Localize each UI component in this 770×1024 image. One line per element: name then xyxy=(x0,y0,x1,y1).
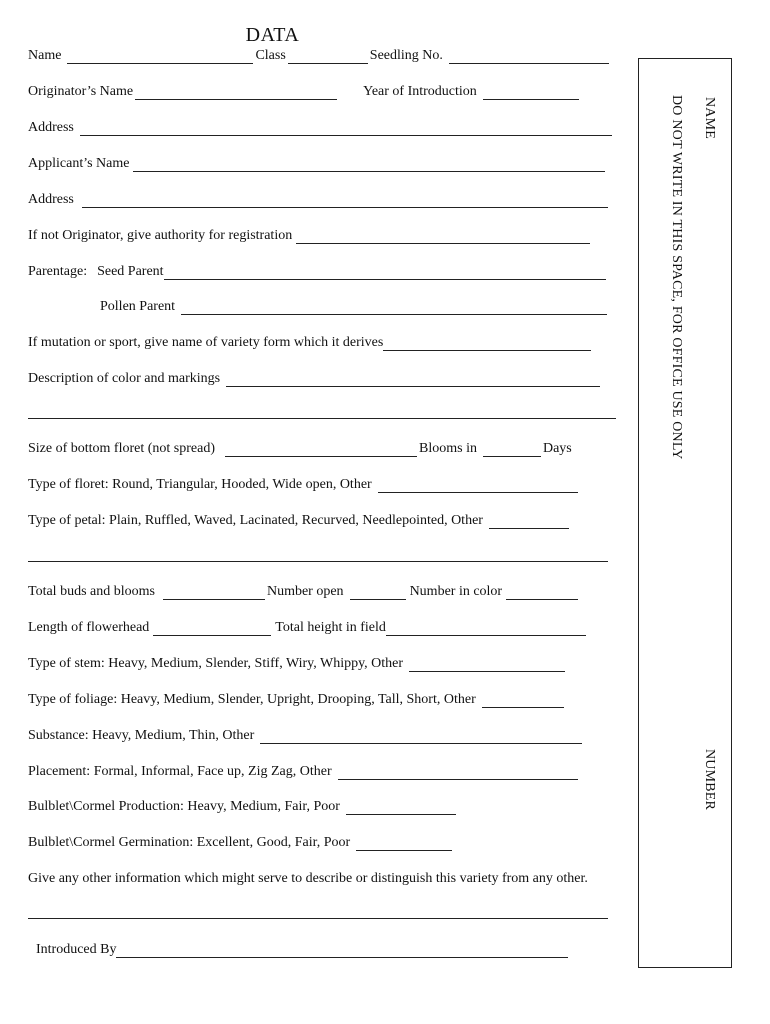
address2-row xyxy=(28,188,610,208)
description-row xyxy=(28,367,602,387)
introduced-by-field[interactable] xyxy=(116,943,568,958)
petal-type-field[interactable] xyxy=(489,514,569,529)
foliage-type-label: Type of foliage: Heavy, Medium, Slender, Upright, Drooping, Tall, Short, Other xyxy=(28,692,476,707)
stem-type-row xyxy=(28,652,567,672)
bulblet-production-label: Bulblet\Cormel Production: Heavy, Medium, Fair, Poor xyxy=(28,799,340,814)
floret-type-row xyxy=(28,473,580,493)
name-label: Name xyxy=(28,48,62,63)
office-use-box xyxy=(638,58,732,968)
number-color-label: Number in color xyxy=(409,584,503,599)
bulblet-germination-field[interactable] xyxy=(356,836,452,851)
address2-label: Address xyxy=(28,192,74,207)
originator-label: Originator’s Name xyxy=(28,84,134,99)
seed-parent-field[interactable] xyxy=(164,265,606,280)
pollen-parent-row xyxy=(100,295,609,315)
bulblet-germination-row xyxy=(28,831,454,851)
foliage-type-field[interactable] xyxy=(482,693,564,708)
name-field[interactable] xyxy=(67,49,253,64)
placement-field[interactable] xyxy=(338,765,578,780)
substance-field[interactable] xyxy=(260,729,582,744)
seed-parent-label: Seed Parent xyxy=(97,264,164,279)
length-row xyxy=(28,616,588,636)
authority-row xyxy=(28,224,592,244)
authority-field[interactable] xyxy=(296,229,590,244)
office-number-label: NUMBER xyxy=(702,749,717,811)
year-field[interactable] xyxy=(483,85,579,100)
introduced-by-label: Introduced By xyxy=(36,942,117,957)
number-open-field[interactable] xyxy=(350,585,406,600)
stem-type-field[interactable] xyxy=(409,657,565,672)
number-color-field[interactable] xyxy=(506,585,578,600)
address1-field[interactable] xyxy=(80,121,612,136)
foliage-type-row xyxy=(28,688,566,708)
petal-type-row xyxy=(28,509,571,529)
seed-parent-row xyxy=(28,260,608,280)
seedling-field[interactable] xyxy=(449,49,609,64)
year-label: Year of Introduction xyxy=(363,84,477,99)
originator-field[interactable] xyxy=(135,85,337,100)
substance-row xyxy=(28,724,584,744)
applicant-label: Applicant’s Name xyxy=(28,156,130,171)
floret-size-label: Size of bottom floret (not spread) xyxy=(28,441,216,456)
address1-label: Address xyxy=(28,120,74,135)
class-field[interactable] xyxy=(288,49,368,64)
address1-row xyxy=(28,116,614,136)
class-label: Class xyxy=(255,48,286,63)
floret-size-field[interactable] xyxy=(225,442,417,457)
form-title: DATA xyxy=(245,24,300,46)
blooms-in-field[interactable] xyxy=(483,442,541,457)
total-height-field[interactable] xyxy=(386,621,586,636)
mutation-row xyxy=(28,331,593,351)
pollen-parent-field[interactable] xyxy=(181,300,607,315)
parentage-label: Parentage: xyxy=(28,264,88,279)
office-notice: DO NOT WRITE IN THIS SPACE, FOR OFFICE USE ONLY xyxy=(669,95,684,460)
petal-continuation-line[interactable] xyxy=(28,561,608,562)
originator-row xyxy=(28,80,581,100)
days-label: Days xyxy=(542,441,572,456)
total-height-label: Total height in field xyxy=(275,620,386,635)
total-buds-label: Total buds and blooms xyxy=(28,584,155,599)
address2-field[interactable] xyxy=(82,193,608,208)
number-open-label: Number open xyxy=(266,584,344,599)
petal-type-label: Type of petal: Plain, Ruffled, Waved, Lacinated, Recurved, Needlepointed, Other xyxy=(28,513,483,528)
other-info-row xyxy=(28,867,588,887)
description-continuation-line[interactable] xyxy=(28,418,616,419)
bulblet-production-row xyxy=(28,795,458,815)
length-flowerhead-field[interactable] xyxy=(153,621,271,636)
mutation-label: If mutation or sport, give name of variety form which it derives xyxy=(28,335,384,350)
blooms-in-label: Blooms in xyxy=(419,441,477,456)
bulblet-production-field[interactable] xyxy=(346,800,456,815)
name-row xyxy=(28,44,611,64)
description-field[interactable] xyxy=(226,372,600,387)
floret-type-label: Type of floret: Round, Triangular, Hooded, Wide open, Other xyxy=(28,477,372,492)
seedling-label: Seedling No. xyxy=(369,48,443,63)
other-info-label: Give any other information which might serve to describe or distinguish this variety from any other. xyxy=(28,871,588,886)
introduced-by-row xyxy=(36,938,570,958)
applicant-field[interactable] xyxy=(133,157,605,172)
length-flowerhead-label: Length of flowerhead xyxy=(28,620,150,635)
floret-type-field[interactable] xyxy=(378,478,578,493)
other-info-line[interactable] xyxy=(28,918,608,919)
floret-size-row xyxy=(28,437,572,457)
pollen-parent-label: Pollen Parent xyxy=(100,299,176,314)
placement-row xyxy=(28,760,580,780)
stem-type-label: Type of stem: Heavy, Medium, Slender, Stiff, Wiry, Whippy, Other xyxy=(28,656,404,671)
description-label: Description of color and markings xyxy=(28,371,221,386)
office-name-label: NAME xyxy=(702,97,717,140)
applicant-row xyxy=(28,152,607,172)
bulblet-germination-label: Bulblet\Cormel Germination: Excellent, Good, Fair, Poor xyxy=(28,835,351,850)
mutation-field[interactable] xyxy=(383,336,591,351)
placement-label: Placement: Formal, Informal, Face up, Zig Zag, Other xyxy=(28,764,332,779)
total-buds-field[interactable] xyxy=(163,585,265,600)
authority-label: If not Originator, give authority for registration xyxy=(28,228,293,243)
substance-label: Substance: Heavy, Medium, Thin, Other xyxy=(28,728,255,743)
buds-row xyxy=(28,580,580,600)
